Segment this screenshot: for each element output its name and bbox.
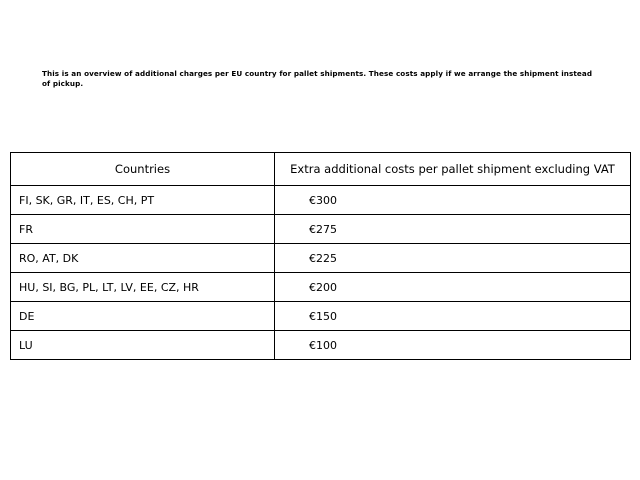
additional-charges-table — [10, 152, 631, 360]
column-header-costs: Extra additional costs per pallet shipment excluding VAT — [275, 153, 631, 186]
table-row — [11, 302, 631, 331]
cell-countries: FR — [11, 215, 275, 244]
cell-countries: HU, SI, BG, PL, LT, LV, EE, CZ, HR — [11, 273, 275, 302]
table-row — [11, 244, 631, 273]
column-header-countries: Countries — [11, 153, 275, 186]
cell-cost: €150 — [275, 302, 631, 331]
cell-cost: €100 — [275, 331, 631, 360]
table-row — [11, 273, 631, 302]
cell-countries: DE — [11, 302, 275, 331]
table-row — [11, 215, 631, 244]
table-header-row — [11, 153, 631, 186]
cell-cost: €200 — [275, 273, 631, 302]
cell-cost: €300 — [275, 186, 631, 215]
table-row — [11, 331, 631, 360]
cell-cost: €225 — [275, 244, 631, 273]
cell-countries: RO, AT, DK — [11, 244, 275, 273]
cell-countries: LU — [11, 331, 275, 360]
cell-cost: €275 — [275, 215, 631, 244]
table-row — [11, 186, 631, 215]
intro-paragraph: This is an overview of additional charges per EU country for pallet shipments. These costs apply if we arrange the shipment instead of pickup. — [42, 69, 593, 88]
cell-countries: FI, SK, GR, IT, ES, CH, PT — [11, 186, 275, 215]
